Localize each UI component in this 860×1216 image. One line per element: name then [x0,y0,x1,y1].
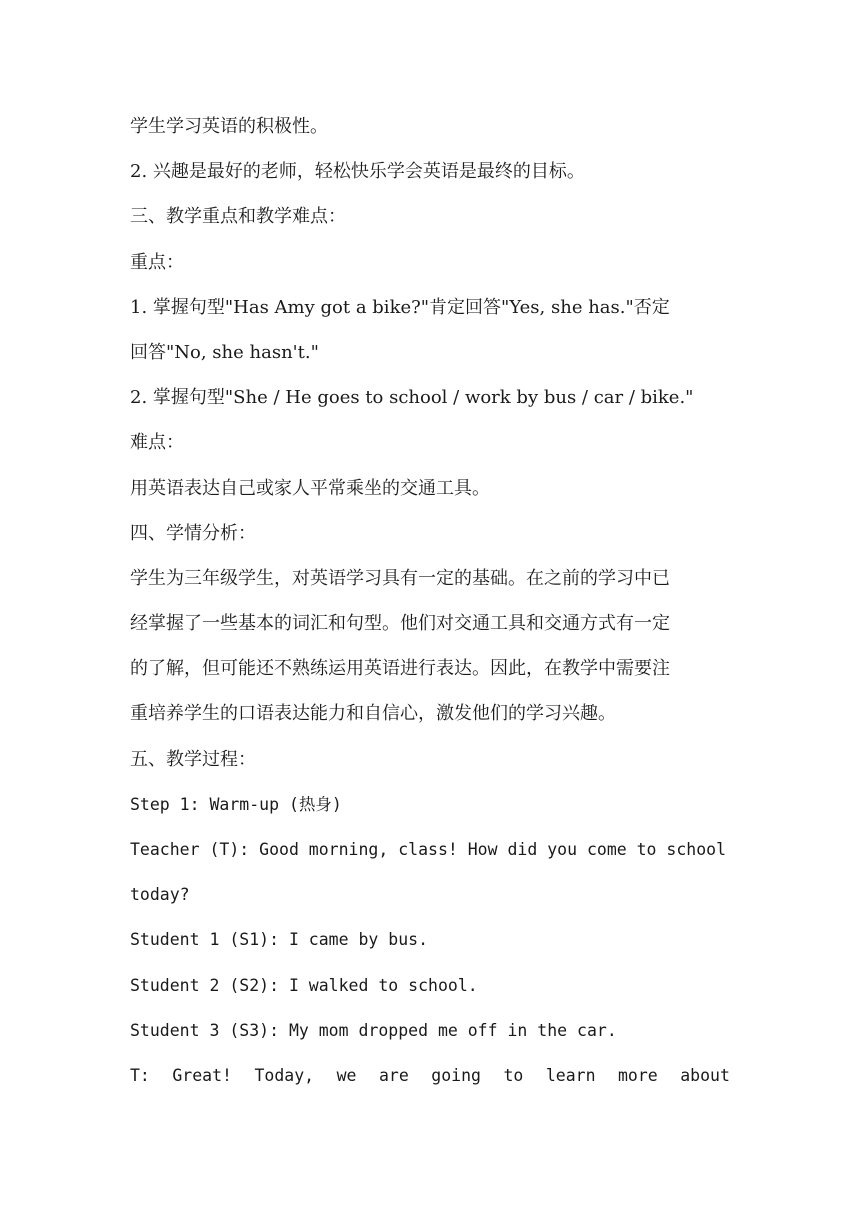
text-line: 学生学习英语的积极性。 [130,116,328,137]
subheading: 重点： [130,251,184,273]
word: learn [545,1065,596,1085]
paragraph-line: 重培养学生的口语表达能力和自信心，激发他们的学习兴趣。 [130,703,616,725]
word: T: [130,1065,150,1085]
dialogue-line-justified [130,1053,730,1098]
text-line: 2. 兴趣是最好的老师，轻松快乐学会英语是最终的目标。 [130,161,585,183]
word: we [336,1065,357,1085]
section-heading: 三、教学重点和教学难点： [130,206,346,228]
word: to [503,1065,524,1085]
word: about [680,1065,730,1085]
dialogue-line: today? [130,885,190,905]
document-page [130,104,730,1098]
dialogue-line: Student 2 (S2): I walked to school. [130,975,478,995]
text-line: 回答"No, she hasn't." [130,341,319,363]
paragraph-line: 经掌握了一些基本的词汇和句型。他们对交通工具和交通方式有一定 [130,613,670,635]
subheading: 难点： [130,432,184,454]
dialogue-line: Step 1: Warm-up (热身) [130,794,342,814]
section-heading: 五、教学过程： [130,748,256,770]
dialogue-line: Student 3 (S3): My mom dropped me off in the car. [130,1020,617,1040]
word: are [378,1065,409,1085]
text-line: 1. 掌握句型"Has Amy got a bike?"肯定回答"Yes, she has."否定 [130,296,670,318]
word: more [618,1065,658,1085]
dialogue-line: Teacher (T): Good morning, class! How did you come to school [130,840,727,859]
text-line: 用英语表达自己或家人平常乘坐的交通工具。 [130,477,490,499]
paragraph-line: 的了解，但可能还不熟练运用英语进行表达。因此，在教学中需要注 [130,658,670,680]
dialogue-line: Student 1 (S1): I came by bus. [130,930,429,950]
paragraph-line: 学生为三年级学生，对英语学习具有一定的基础。在之前的学习中已 [130,567,670,589]
word: Today, [254,1065,315,1085]
section-heading: 四、学情分析： [130,522,256,544]
text-line: 2. 掌握句型"She / He goes to school / work by bus / car / bike." [130,387,694,409]
word: going [431,1065,481,1085]
word: Great! [172,1065,232,1085]
